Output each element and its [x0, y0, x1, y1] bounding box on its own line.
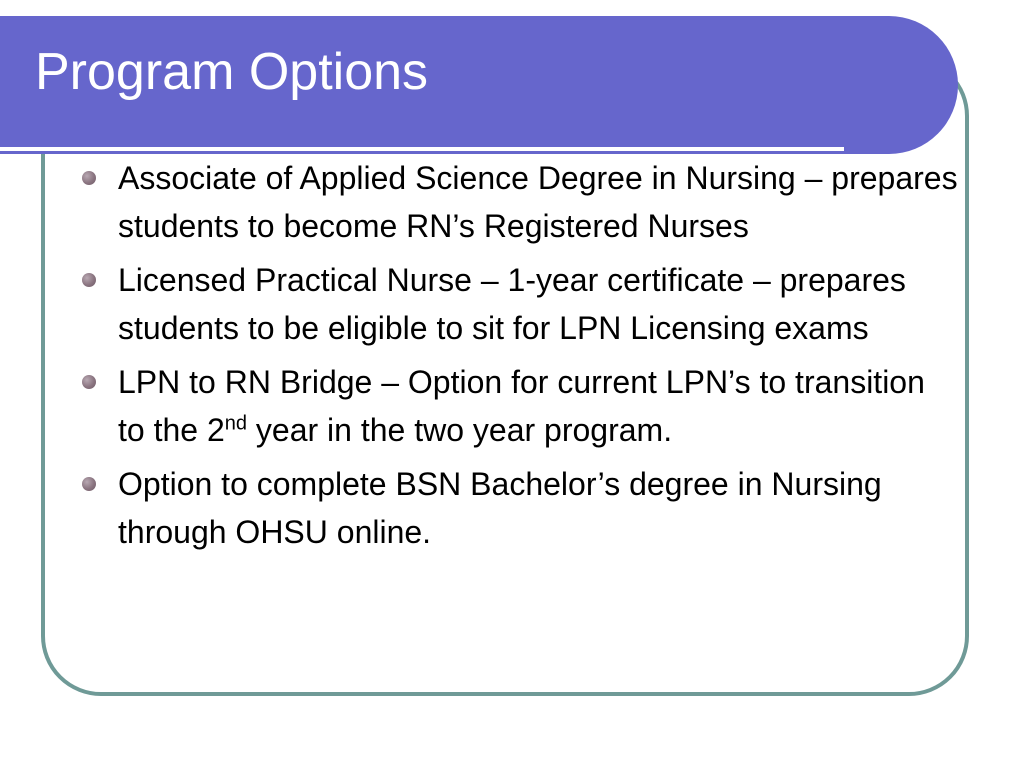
slide-title: Program Options [35, 43, 429, 101]
bullet-text-before: LPN to RN Bridge – Option for current LPN’s to transition to the 2 [118, 364, 925, 448]
bullet-dot-icon [82, 477, 96, 491]
bullet-text: Licensed Practical Nurse – 1-year certificate – prepares students to be eligible to sit for LPN Licensing exams [118, 262, 906, 346]
bullet-list [78, 154, 958, 562]
bullet-item-lpn-certificate [78, 256, 958, 352]
bullet-item-lpn-to-rn-bridge [78, 358, 958, 454]
bullet-dot-icon [82, 171, 96, 185]
bullet-dot-icon [82, 273, 96, 287]
bullet-text-after: year in the two year program. [247, 412, 673, 448]
bullet-dot-icon [82, 375, 96, 389]
ordinal-superscript: nd [224, 412, 247, 435]
bullet-item-bsn-option [78, 460, 958, 556]
bullet-item-aas-degree [78, 154, 958, 250]
bullet-text: Associate of Applied Science Degree in Nursing – prepares students to become RN’s Registered Nurses [118, 160, 958, 244]
bullet-text: Option to complete BSN Bachelor’s degree in Nursing through OHSU online. [118, 466, 882, 550]
title-underline [0, 147, 844, 151]
